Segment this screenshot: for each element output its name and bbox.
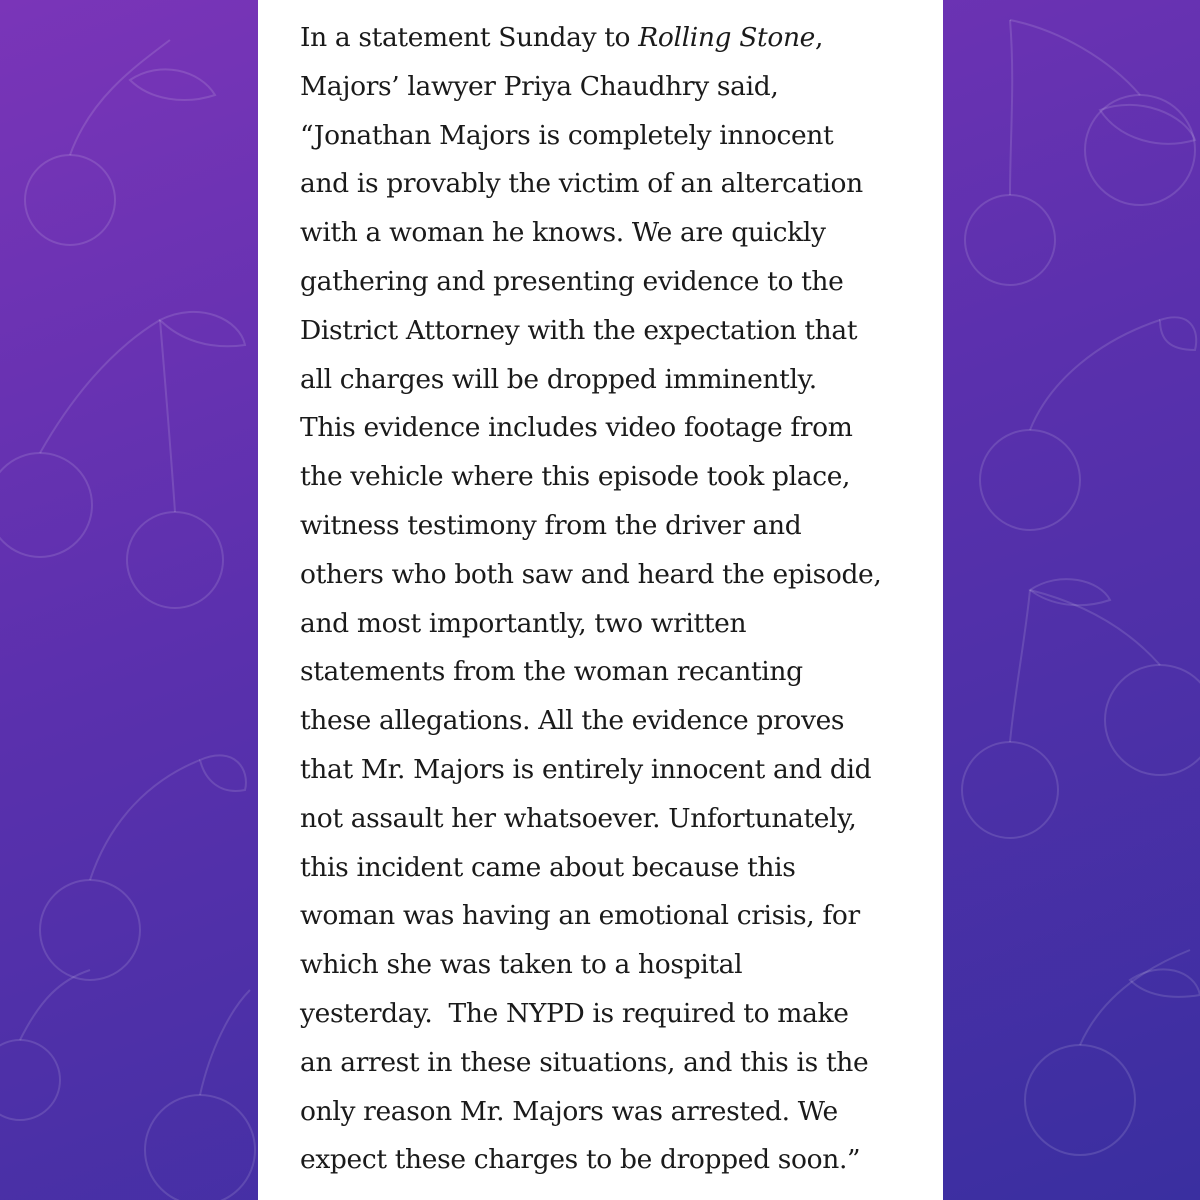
article-line: witness testimony from the driver and	[300, 509, 802, 541]
article-line: gathering and presenting evidence to the	[300, 265, 844, 297]
cherry-icon	[1025, 950, 1200, 1155]
article-line: yesterday. The NYPD is required to make	[300, 997, 849, 1029]
article-line: District Attorney with the expectation that	[300, 314, 858, 346]
publication-name: Rolling Stone	[638, 22, 815, 53]
cherry-icon	[980, 317, 1196, 530]
cherry-icon	[0, 312, 245, 608]
article-line: others who both saw and heard the episode,	[300, 558, 882, 590]
cherry-icon	[965, 20, 1195, 285]
article-line: not assault her whatsoever. Unfortunately,	[300, 802, 857, 834]
article-line: that Mr. Majors is entirely innocent and did	[300, 753, 872, 785]
article-line: this incident came about because this	[300, 851, 796, 883]
line-text: In a statement Sunday to	[300, 22, 639, 53]
article-line: This evidence includes video footage from	[300, 412, 853, 444]
article-line: expect these charges to be dropped soon.”	[300, 1144, 861, 1176]
article-line: these allegations. All the evidence proves	[300, 705, 845, 737]
cherry-icon	[962, 579, 1200, 838]
article-line: and is provably the victim of an altercation	[300, 168, 863, 200]
article-line-1	[300, 14, 910, 63]
cherry-icon	[0, 970, 90, 1120]
article-line: and most importantly, two written	[300, 607, 747, 639]
article-line: an arrest in these situations, and this is the	[300, 1046, 869, 1078]
line-text: ,	[815, 22, 824, 53]
article-line: all charges will be dropped imminently.	[300, 363, 817, 395]
article-line: only reason Mr. Majors was arrested. We	[300, 1095, 838, 1127]
article-card	[258, 0, 943, 1200]
article-line: woman was having an emotional crisis, for	[300, 900, 860, 932]
article-line: “Jonathan Majors is completely innocent	[300, 119, 834, 151]
article-line: Majors’ lawyer Priya Chaudhry said,	[300, 70, 779, 102]
article-line: with a woman he knows. We are quickly	[300, 217, 826, 249]
article-line: the vehicle where this episode took place,	[300, 461, 851, 493]
article-line: statements from the woman recanting	[300, 656, 803, 688]
article-text	[300, 14, 910, 1185]
article-line: which she was taken to a hospital	[300, 949, 743, 981]
cherry-icon	[25, 40, 215, 245]
